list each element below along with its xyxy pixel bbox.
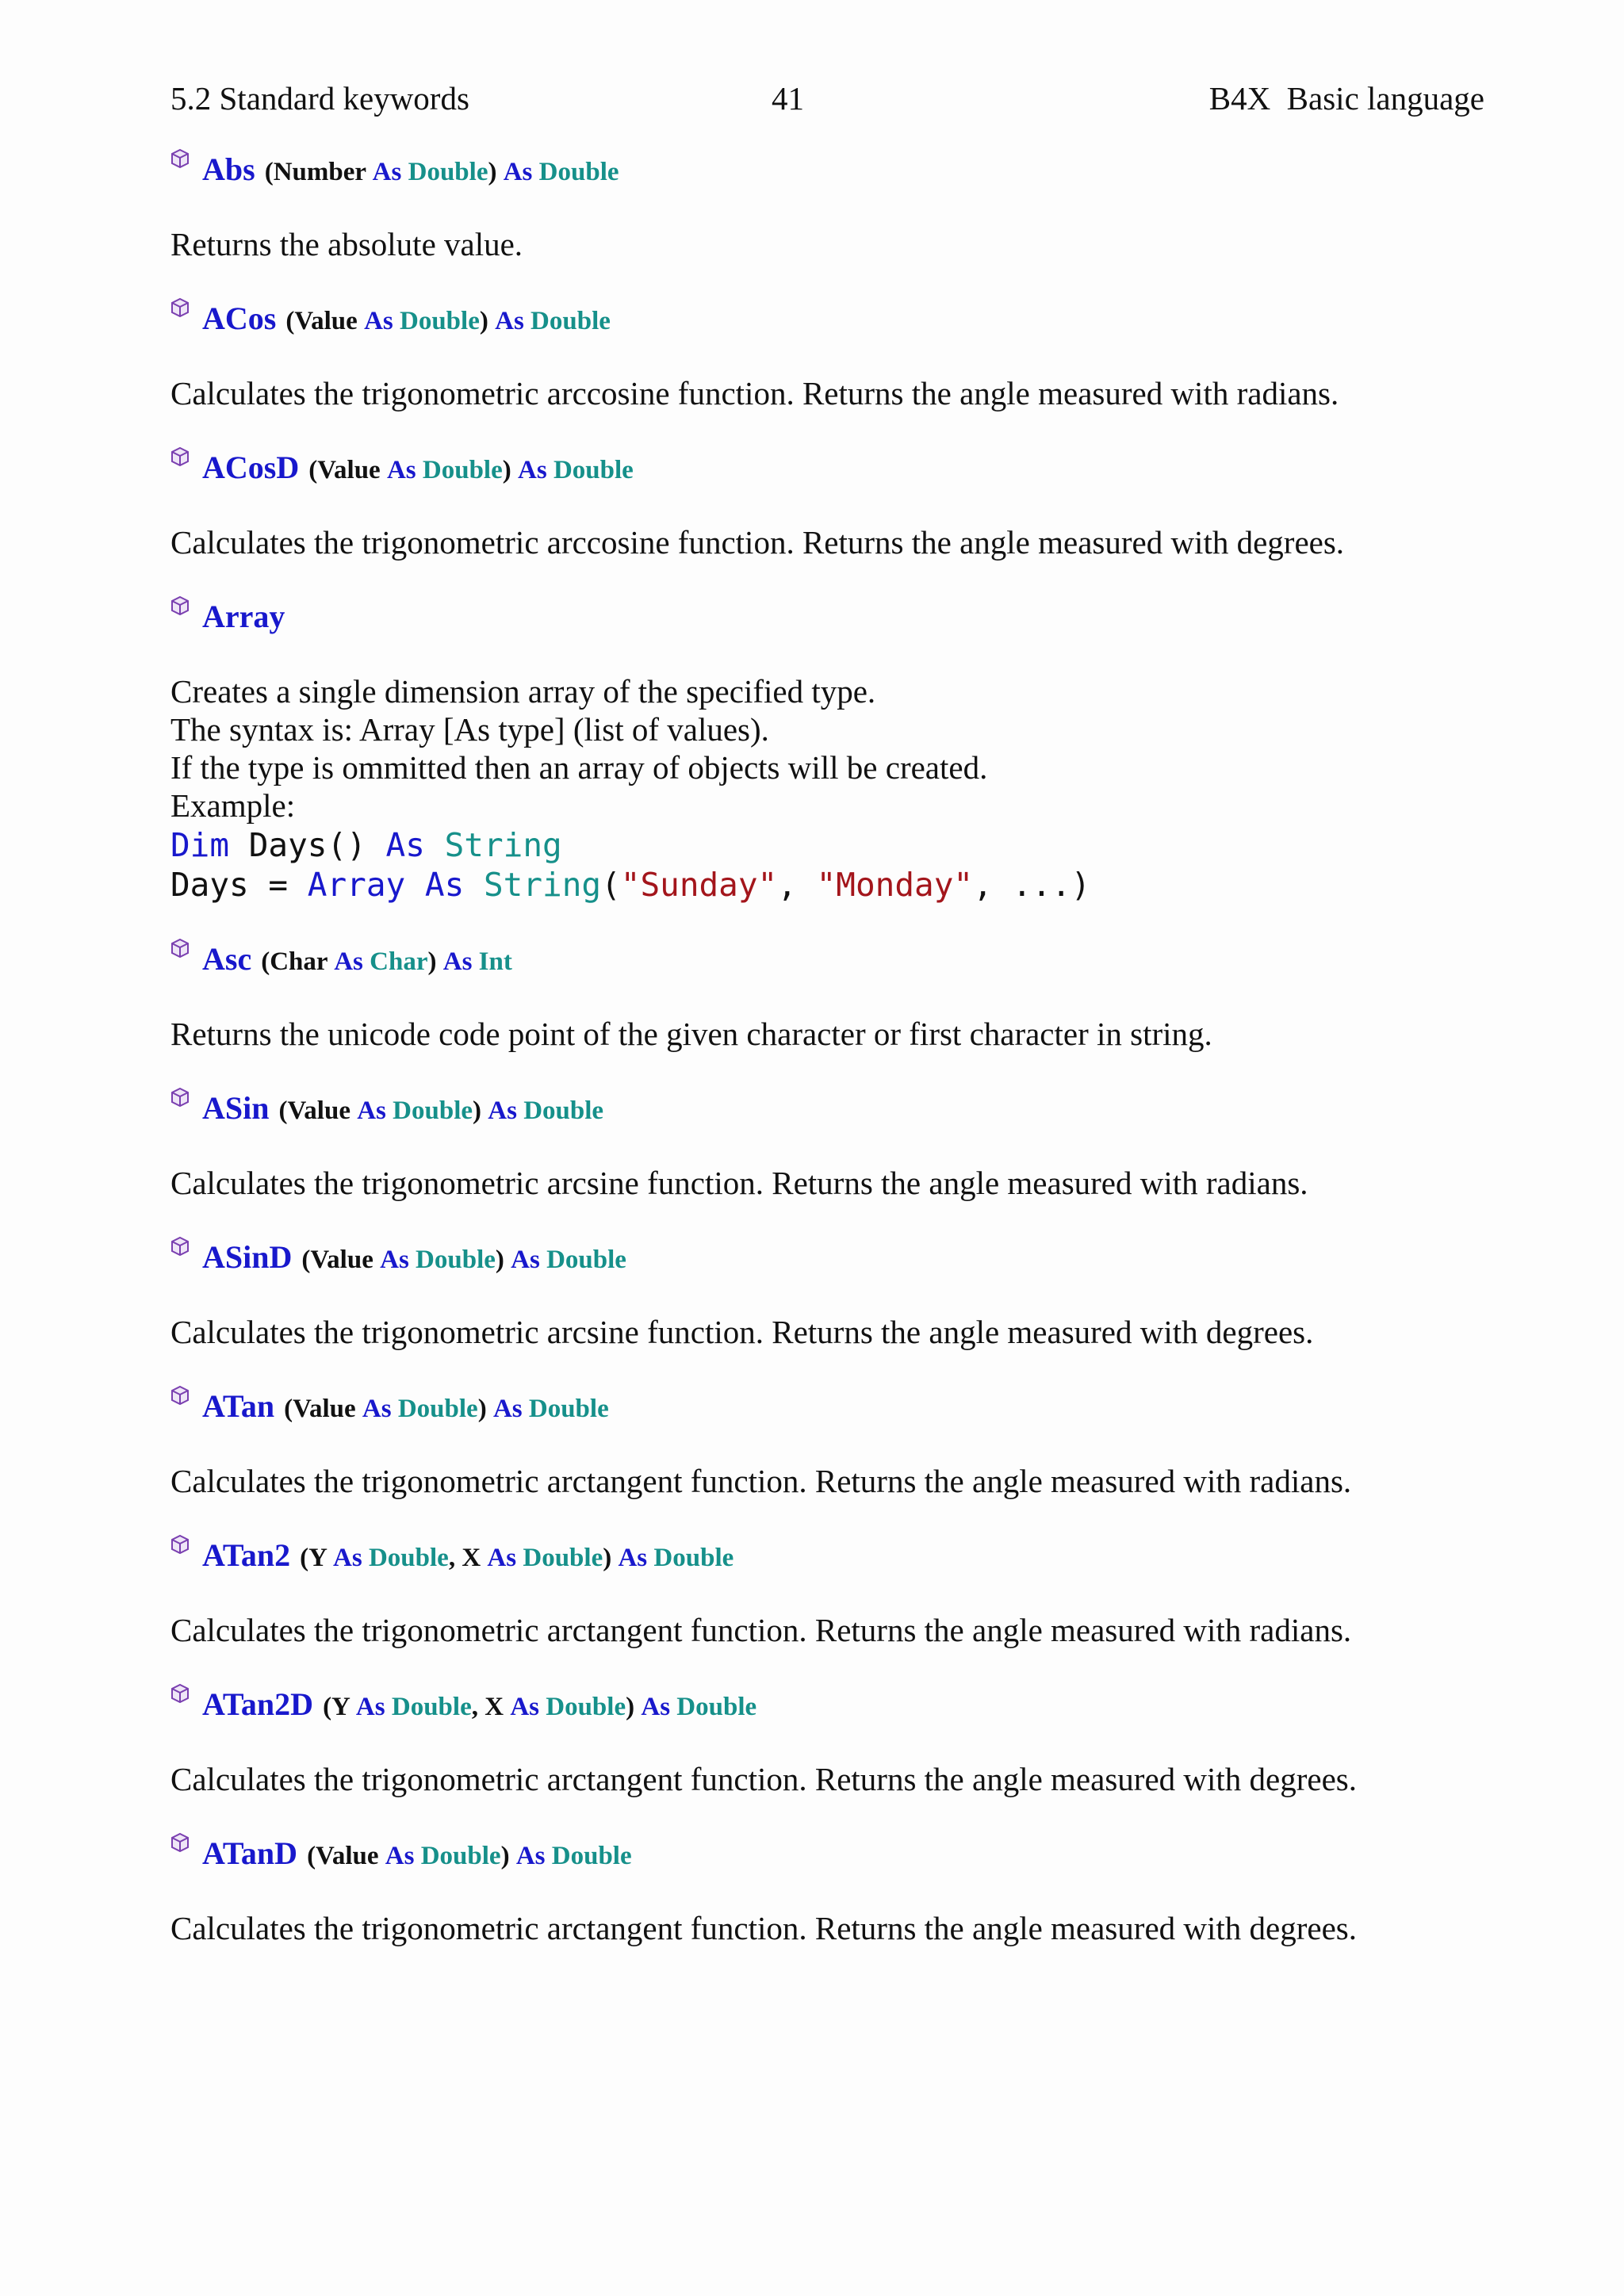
code-token: ( [601,866,621,904]
signature-token: Double [420,1842,501,1870]
code-token: "Monday" [816,866,974,904]
signature-token: (Y [300,1544,334,1572]
keyword-signature [170,940,1487,994]
keyword-entry [170,1238,1487,1351]
keyword-entry [170,1387,1487,1500]
signature-token: As [510,1693,546,1721]
description-line: Calculates the trigonometric arccosine function. Returns the angle measured with radians. [170,375,1339,411]
cube-icon [170,595,190,616]
signature-token: ) [488,158,504,186]
signature-token: Double [408,158,488,186]
signature-token: ) [603,1544,619,1572]
keyword-signature [170,1835,1487,1888]
keyword-entry [170,1536,1487,1649]
keyword-name: ATanD [202,1835,298,1871]
signature-token: Double [391,1693,472,1721]
code-token: Days() [229,826,386,864]
keyword-description [170,1611,1487,1649]
signature-token: ) [477,1395,493,1423]
cube-icon [170,1683,190,1704]
signature-token: (Char [261,947,335,976]
keyword-description [170,672,1487,904]
signature-token: As [333,1544,369,1572]
signature-token: As [442,947,479,976]
signature-token: As [487,1544,523,1572]
signature-token: Double [553,456,634,484]
signature-token: As [372,158,408,186]
signature-token: As [488,1096,524,1125]
keyword-name: ATan2D [202,1686,314,1722]
signature-token: ) [427,947,443,976]
code-token: , ...) [973,866,1091,904]
keyword-name: ACos [202,300,277,336]
signature-token: ) [626,1693,642,1721]
signature-token: As [334,947,370,976]
description-line: The syntax is: Array [As type] (list of values). [170,711,769,748]
signature-token: Double [530,307,611,335]
signature-token: Double [546,1246,626,1274]
signature-token: ) [473,1096,488,1125]
signature-token: As [385,1842,421,1870]
signature-token: Double [416,1246,496,1274]
code-token: Array [307,866,406,904]
signature-token: ) [502,456,518,484]
signature-token: As [618,1544,654,1572]
signature-token: Double [546,1693,626,1721]
keyword-name: ASinD [202,1239,293,1275]
signature-token: As [364,307,400,335]
signature-token: Double [422,456,503,484]
keyword-description [170,1164,1487,1202]
keyword-name: ATan [202,1388,275,1424]
description-line: Returns the unicode code point of the given character or first character in string. [170,1016,1212,1052]
code-line [170,826,1487,864]
signature-token: As [641,1693,677,1721]
keyword-description [170,1909,1487,1947]
signature-token: (Y [323,1693,356,1721]
signature-token: As [495,307,531,335]
code-token: String [483,866,602,904]
signature-token: As [492,1395,529,1423]
keyword-entry [170,300,1487,412]
description-line: Calculates the trigonometric arctangent function. Returns the angle measured with radians. [170,1612,1352,1648]
cube-icon [170,1832,190,1853]
signature-token: ) [500,1842,516,1870]
signature-token: Double [653,1544,734,1572]
signature-token: Double [523,1544,603,1572]
code-token [464,866,484,904]
keyword-list [170,151,1487,1984]
code-token: Days = [170,866,308,904]
cube-icon [170,1087,190,1108]
keyword-signature [170,1238,1487,1292]
code-token: Dim [170,826,230,864]
description-line: Calculates the trigonometric arcsine function. Returns the angle measured with radians. [170,1165,1308,1201]
keyword-signature [170,598,1487,652]
keyword-description [170,1462,1487,1500]
keyword-description [170,1313,1487,1351]
signature-token: Double [528,1395,609,1423]
keyword-signature [170,1387,1487,1441]
signature-token: , X [448,1544,488,1572]
keyword-description [170,1015,1487,1053]
keyword-name: ASin [202,1090,270,1126]
description-line: Calculates the trigonometric arctangent function. Returns the angle measured with degrees. [170,1910,1357,1946]
signature-token: (Value [307,1842,385,1870]
signature-token: ) [479,307,496,335]
signature-token: Double [368,1544,449,1572]
book-title: B4X Basic language [1208,80,1484,117]
cube-icon [170,938,190,959]
keyword-signature [170,449,1487,503]
signature-token: (Value [308,456,387,484]
signature-token: , X [471,1693,511,1721]
signature-token: Double [393,1096,473,1125]
signature-token: Double [397,1395,478,1423]
keyword-signature [170,300,1487,354]
keyword-signature [170,1089,1487,1143]
keyword-entry [170,449,1487,561]
signature-token: Int [478,947,512,976]
signature-token: Double [538,158,619,186]
description-line: Example: [170,787,296,824]
signature-token: As [355,1693,392,1721]
signature-token: As [357,1096,393,1125]
signature-token: As [515,1842,552,1870]
keyword-entry [170,1686,1487,1798]
description-line: Calculates the trigonometric arcsine function. Returns the angle measured with degrees. [170,1314,1314,1350]
keyword-entry [170,1835,1487,1947]
description-line: If the type is ommitted then an array of objects will be created. [170,749,988,786]
signature-token: As [503,158,539,186]
signature-token: Char [370,947,428,976]
code-line [170,866,1487,904]
cube-icon [170,1385,190,1406]
keyword-entry [170,598,1487,904]
signature-token: (Value [301,1246,381,1274]
cube-icon [170,1534,190,1555]
signature-token: As [380,1246,416,1274]
section-header: 5.2 Standard keywords [170,80,469,117]
keyword-signature [170,1686,1487,1739]
description-line: Returns the absolute value. [170,226,523,262]
cube-icon [170,148,190,169]
signature-token: (Value [285,307,365,335]
signature-token: (Value [278,1096,358,1125]
code-token [425,826,445,864]
keyword-entry [170,940,1487,1053]
keyword-name: Asc [202,941,252,977]
description-line: Calculates the trigonometric arccosine function. Returns the angle measured with degrees. [170,524,1345,561]
keyword-description [170,523,1487,561]
keyword-description [170,1760,1487,1798]
code-token [405,866,425,904]
signature-token: As [518,456,553,484]
description-line: Calculates the trigonometric arctangent function. Returns the angle measured with radians. [170,1463,1352,1499]
keyword-entry [170,1089,1487,1202]
cube-icon [170,446,190,467]
keyword-description [170,225,1487,263]
keyword-name: ATan2 [202,1537,291,1573]
code-token: String [444,826,562,864]
keyword-name: Abs [202,151,255,187]
signature-token: (Value [284,1395,362,1423]
code-token: "Sunday" [620,866,778,904]
description-line: Calculates the trigonometric arctangent function. Returns the angle measured with degrees. [170,1761,1357,1797]
signature-token: As [511,1246,547,1274]
keyword-name: ACosD [202,450,300,485]
cube-icon [170,297,190,318]
signature-token: Double [676,1693,757,1721]
code-token: As [385,826,425,864]
keyword-signature [170,1536,1487,1590]
signature-token: ) [495,1246,511,1274]
keyword-description [170,374,1487,412]
keyword-name: Array [202,599,285,634]
signature-token: Double [400,307,480,335]
signature-token: Double [551,1842,632,1870]
code-token: As [424,866,465,904]
keyword-entry [170,151,1487,263]
cube-icon [170,1236,190,1257]
signature-token: Double [523,1096,604,1125]
page-number: 41 [772,80,804,117]
signature-token: As [362,1395,398,1423]
description-line: Creates a single dimension array of the specified type. [170,673,876,710]
signature-token: (Number [264,158,373,186]
signature-token: As [386,456,423,484]
code-token: , [777,866,817,904]
keyword-signature [170,151,1487,205]
